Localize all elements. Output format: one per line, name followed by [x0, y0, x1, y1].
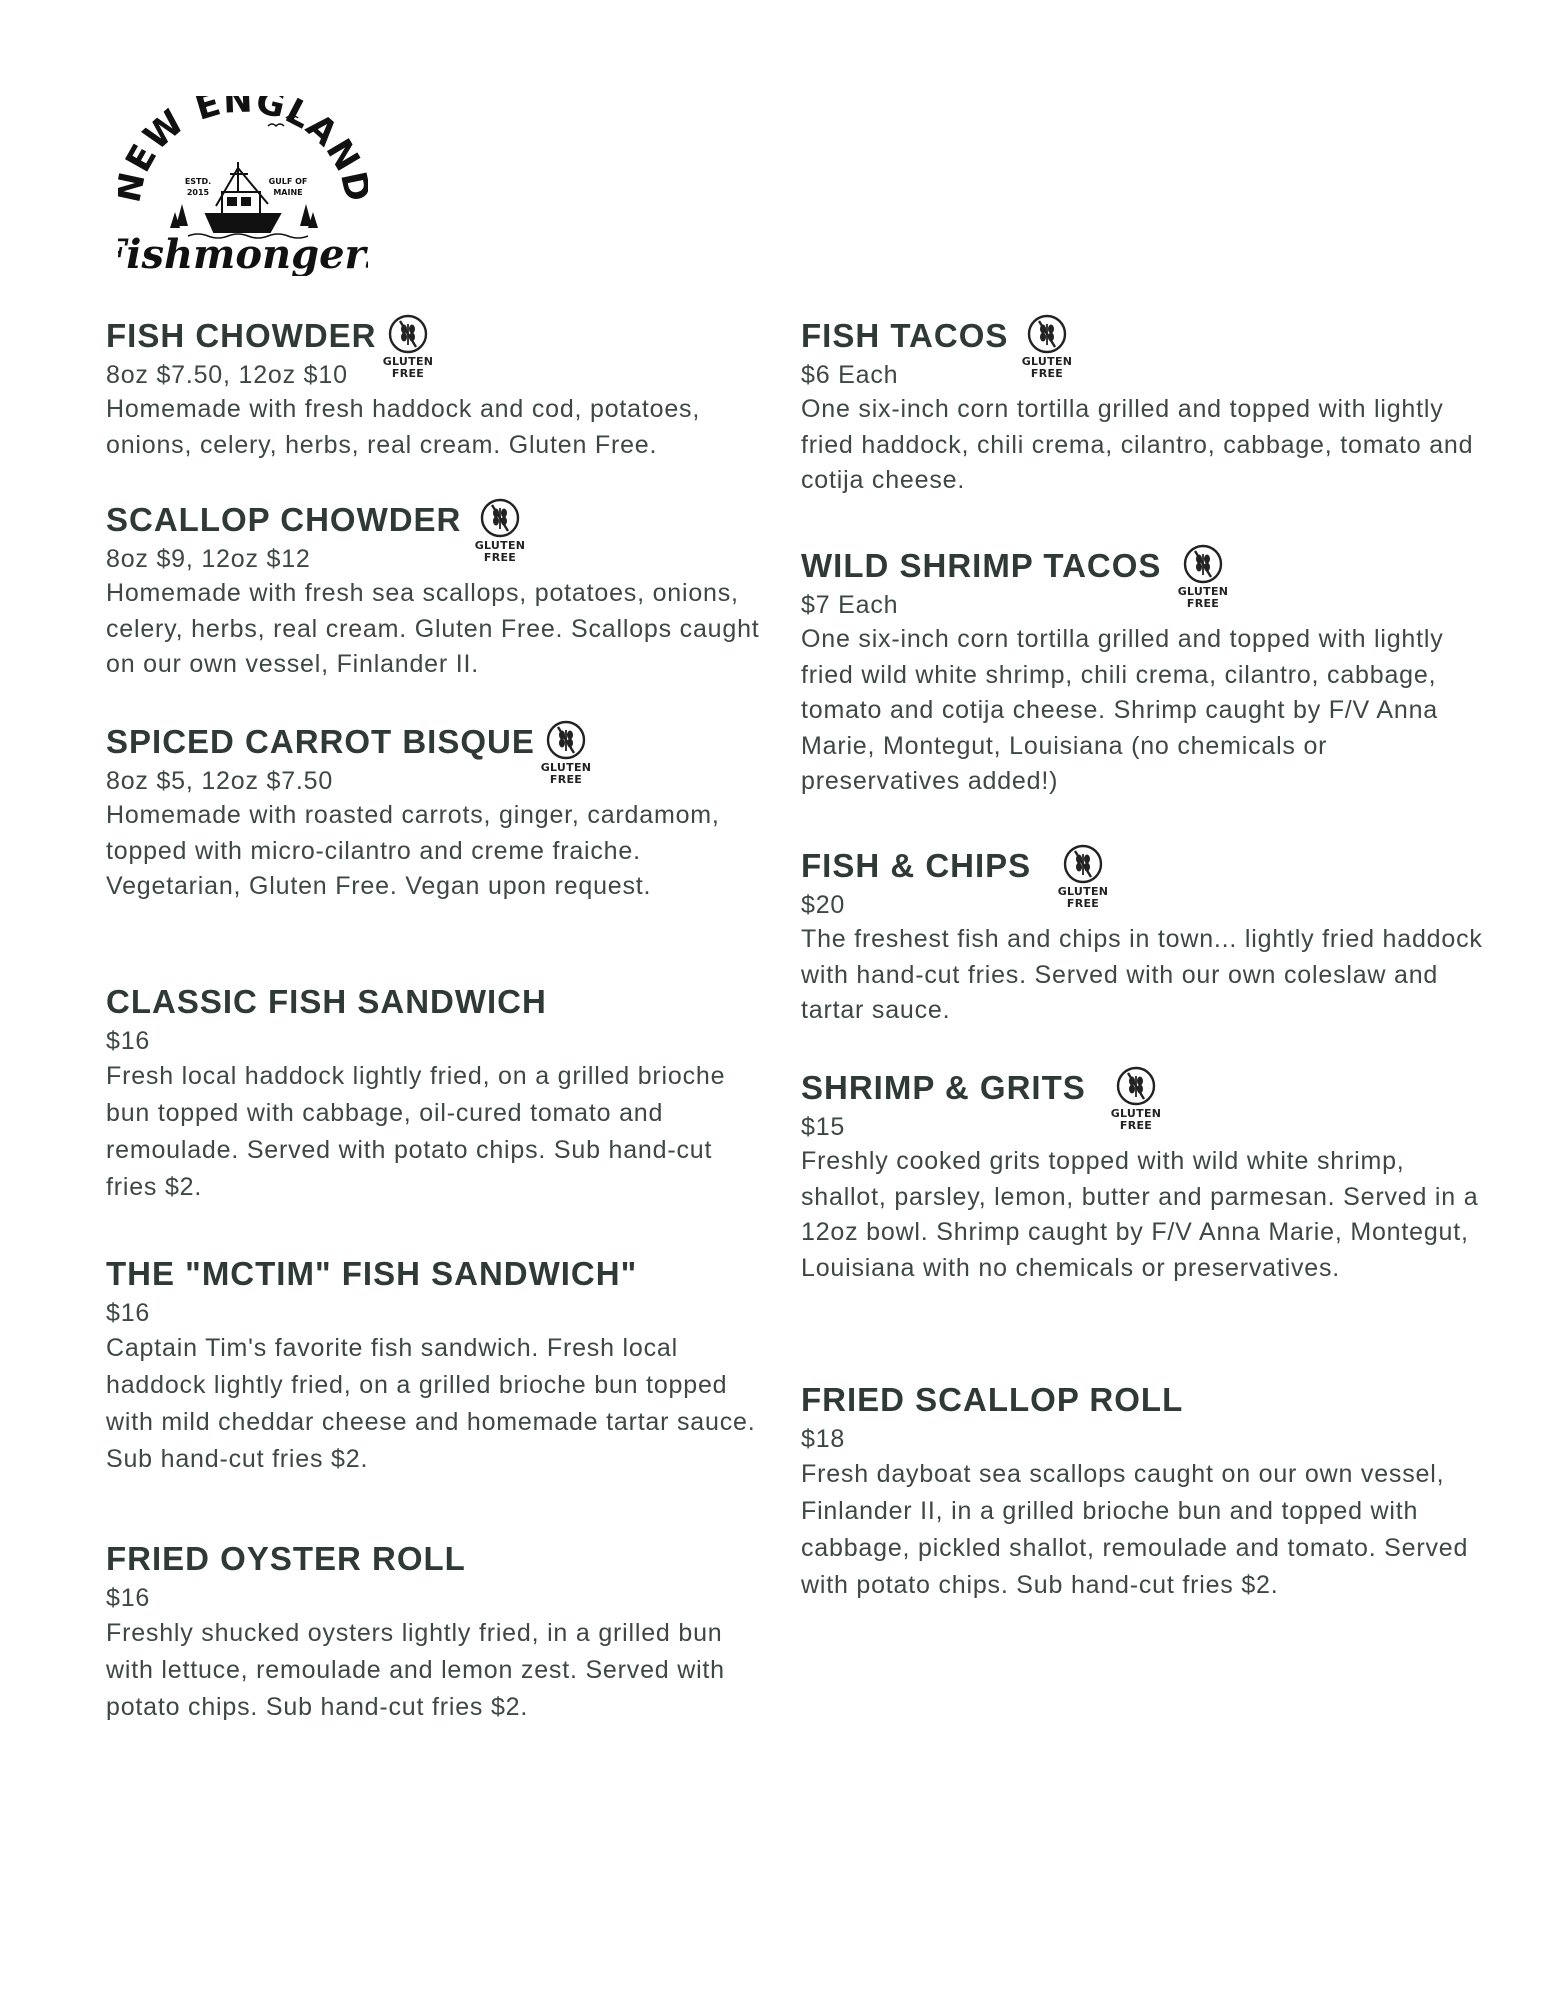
gluten-free-badge [470, 496, 530, 564]
item-name: FRIED OYSTER ROLL [106, 1540, 466, 1577]
item-name: SCALLOP CHOWDER [106, 501, 462, 538]
gluten-free-icon [478, 496, 522, 540]
gluten-free-label-1: GLUTEN [1110, 1107, 1162, 1120]
gluten-free-label-2: FREE [483, 551, 517, 564]
gluten-free-label-2: FREE [391, 367, 425, 380]
gluten-free-label-2: FREE [549, 773, 583, 786]
logo-arc-text: EW ENGLAN [118, 96, 368, 179]
item-name: FRIED SCALLOP ROLL [801, 1381, 1184, 1418]
menu-item [106, 722, 771, 905]
menu-item [106, 316, 771, 463]
menu-item [801, 1380, 1491, 1604]
gluten-free-icon [1181, 542, 1225, 586]
menu-item [106, 982, 771, 1206]
item-description: One six-inch corn tortilla grilled and topped with lightly fried wild white shrimp, chili crema, cilantro, cabbage, tomato and cotija cheese. Shrimp caught by F/V Anna Marie, Montegut, Louisiana (no chemicals or preservatives added!) [801, 625, 1444, 795]
gluten-free-label-1: GLUTEN [1177, 585, 1229, 598]
item-price: 8oz $7.50, 12oz $10 [106, 361, 348, 389]
menu-item [801, 1068, 1491, 1286]
menu-item [801, 846, 1491, 1029]
item-name: FISH TACOS [801, 317, 1009, 354]
gluten-free-badge [536, 718, 596, 786]
gluten-free-label-1: GLUTEN [540, 761, 592, 774]
logo-right-badge-line2: MAINE [273, 188, 303, 197]
item-name: SHRIMP & GRITS [801, 1069, 1086, 1106]
item-price: $16 [106, 1584, 151, 1612]
item-price: $15 [801, 1113, 846, 1141]
gluten-free-badge [378, 312, 438, 380]
brand-logo [118, 96, 368, 276]
item-description: Freshly cooked grits topped with wild white shrimp, shallot, parsley, lemon, butter and parmesan. Served in a 12oz bowl. Shrimp caught by F/V Anna Marie, Montegut, Louisiana with no chemicals or preservatives. [801, 1147, 1479, 1282]
logo-right-badge-line1: GULF OF [268, 177, 308, 186]
item-description: The freshest fish and chips in town... lightly fried haddock with hand-cut fries. Served with our own coleslaw and tartar sauce. [801, 925, 1483, 1024]
menu-item [106, 1539, 771, 1726]
item-description: Homemade with fresh haddock and cod, potatoes, onions, celery, herbs, real cream. Gluten Free. [106, 395, 701, 459]
gluten-free-icon [1025, 312, 1069, 356]
gluten-free-icon [386, 312, 430, 356]
item-name: THE "MCTIM" FISH SANDWICH" [106, 1255, 638, 1292]
gluten-free-label-2: FREE [1066, 897, 1100, 910]
logo-left-badge-line1: ESTD. [184, 177, 212, 186]
logo-left-badge-line2: 2015 [186, 188, 210, 197]
gluten-free-icon [1114, 1064, 1158, 1108]
menu-item [106, 500, 771, 683]
item-description: Fresh local haddock lightly fried, on a grilled brioche bun topped with cabbage, oil-cured tomato and remoulade. Served with potato chips. Sub hand-cut fries $2. [106, 1062, 726, 1201]
item-description: One six-inch corn tortilla grilled and topped with lightly fried haddock, chili crema, cilantro, cabbage, tomato and cotija cheese. [801, 395, 1474, 494]
fishmongers-logo-graphic [118, 96, 368, 276]
gluten-free-label-2: FREE [1186, 597, 1220, 610]
item-price: $18 [801, 1425, 846, 1453]
gluten-free-icon [1061, 842, 1105, 886]
item-name: FISH & CHIPS [801, 847, 1032, 884]
item-name: CLASSIC FISH SANDWICH [106, 983, 547, 1020]
item-price: $20 [801, 891, 846, 919]
item-price: 8oz $5, 12oz $7.50 [106, 767, 334, 795]
menu-item [106, 1254, 771, 1478]
gluten-free-badge [1106, 1064, 1166, 1132]
svg-text:NEW ENGLAND [118, 96, 368, 206]
gluten-free-label-2: FREE [1030, 367, 1064, 380]
item-price: $16 [106, 1299, 151, 1327]
item-name: FISH CHOWDER [106, 317, 377, 354]
gluten-free-label-1: GLUTEN [474, 539, 526, 552]
item-price: 8oz $9, 12oz $12 [106, 545, 311, 573]
gluten-free-label-1: GLUTEN [1021, 355, 1073, 368]
gluten-free-label-1: GLUTEN [1057, 885, 1109, 898]
item-price: $7 Each [801, 591, 899, 619]
item-name: SPICED CARROT BISQUE [106, 723, 535, 760]
gluten-free-label-2: FREE [1119, 1119, 1153, 1132]
item-price: $16 [106, 1027, 151, 1055]
menu-item [801, 546, 1491, 800]
item-description: Homemade with roasted carrots, ginger, cardamom, topped with micro-cilantro and creme fraiche. Vegetarian, Gluten Free. Vegan upon request. [106, 801, 720, 900]
logo-script-text: ishmonger [126, 231, 366, 276]
item-description: Freshly shucked oysters lightly fried, in a grilled bun with lettuce, remoulade and lemon zest. Served with potato chips. Sub hand-cut fries $2. [106, 1619, 725, 1721]
menu-item [801, 316, 1491, 499]
item-name: WILD SHRIMP TACOS [801, 547, 1162, 584]
gluten-free-label-1: GLUTEN [382, 355, 434, 368]
gluten-free-badge [1173, 542, 1233, 610]
item-description: Fresh dayboat sea scallops caught on our own vessel, Finlander II, in a grilled brioche bun and topped with cabbage, pickled shallot, remoulade and tomato. Served with potato chips. Sub hand-cut fries $2. [801, 1460, 1469, 1599]
item-price: $6 Each [801, 361, 899, 389]
gluten-free-icon [544, 718, 588, 762]
gluten-free-badge [1017, 312, 1077, 380]
item-description: Homemade with fresh sea scallops, potatoes, onions, celery, herbs, real cream. Gluten Free. Scallops caught on our own vessel, Finlander II. [106, 579, 760, 678]
gluten-free-badge [1053, 842, 1113, 910]
item-description: Captain Tim's favorite fish sandwich. Fresh local haddock lightly fried, on a grilled brioche bun topped with mild cheddar cheese and homemade tartar sauce. Sub hand-cut fries $2. [106, 1334, 756, 1473]
